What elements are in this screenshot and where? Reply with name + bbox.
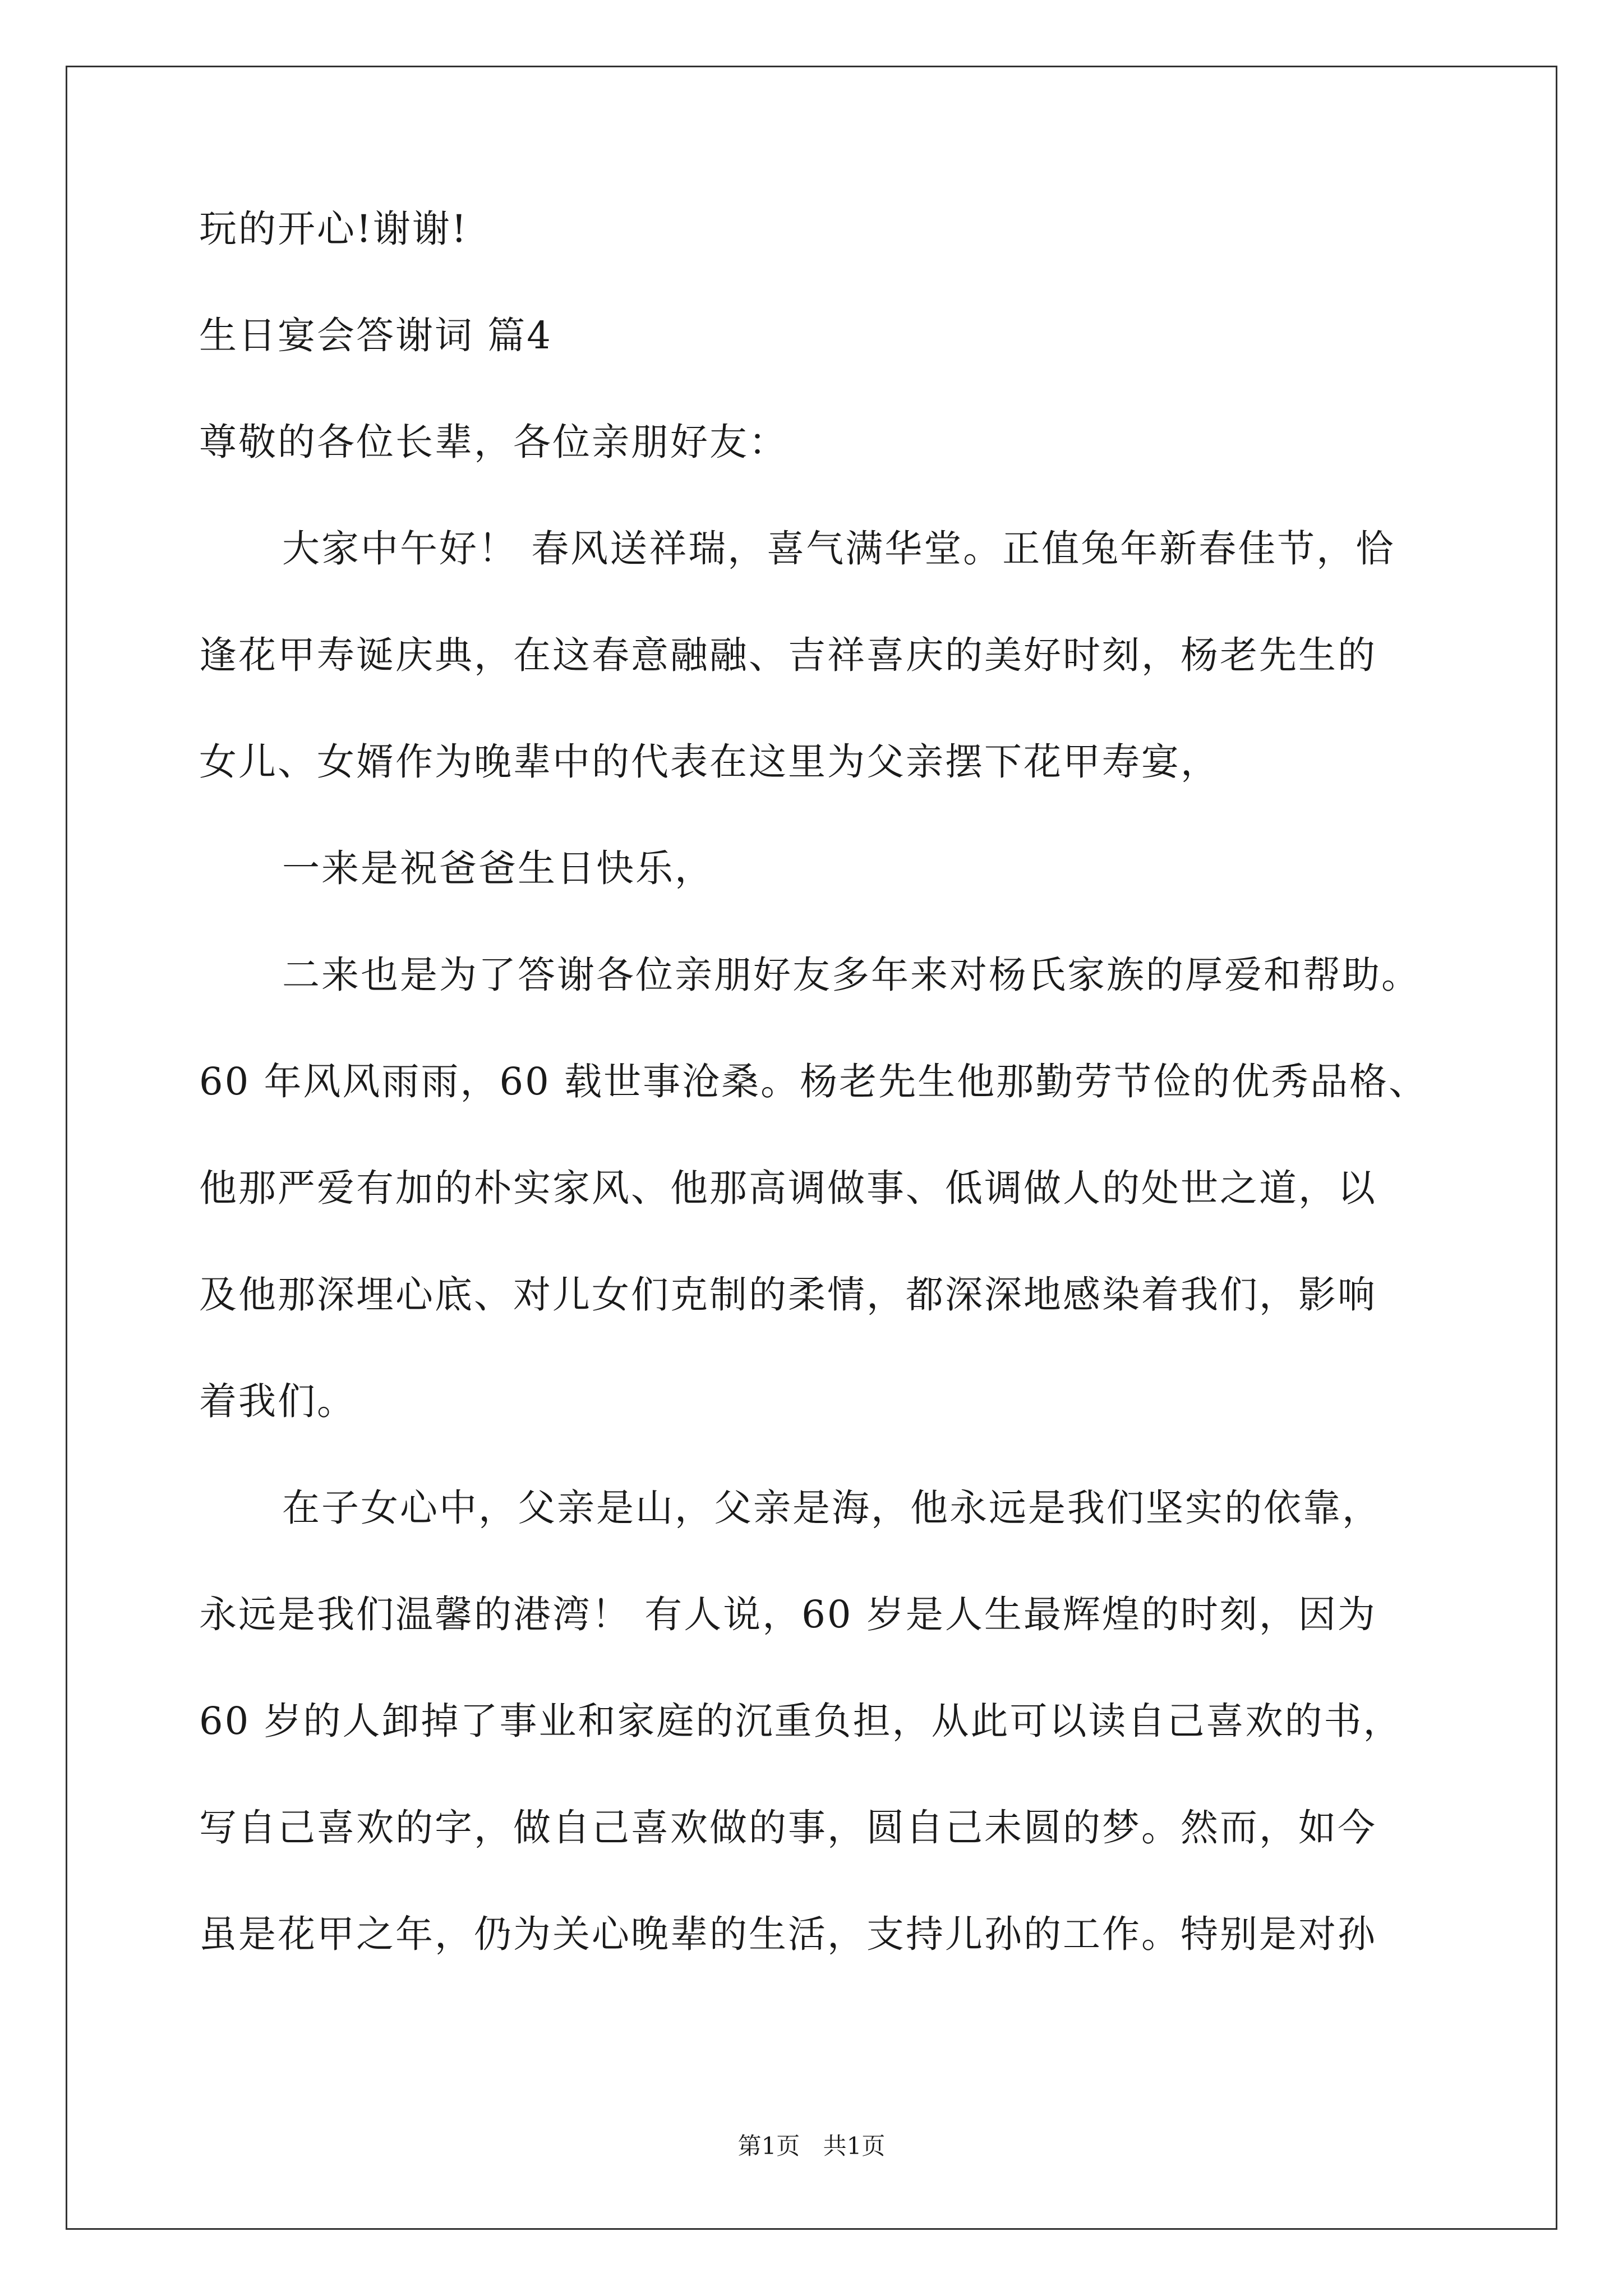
text-line: 着我们。 bbox=[199, 1379, 356, 1423]
text-line: 逢花甲寿诞庆典，在这春意融融、吉祥喜庆的美好时刻，杨老先生的 bbox=[199, 633, 1377, 677]
text-line: 虽是花甲之年，仍为关心晚辈的生活，支持儿孙的工作。特别是对孙 bbox=[199, 1912, 1377, 1956]
text-line: 60 岁的人卸掉了事业和家庭的沉重负担，从此可以读自己喜欢的书， bbox=[199, 1699, 1403, 1743]
text-line: 在子女心中，父亲是山，父亲是海，他永远是我们坚实的依靠， bbox=[282, 1486, 1381, 1530]
text-line: 他那严爱有加的朴实家风、他那高调做事、低调做人的处世之道，以 bbox=[199, 1166, 1377, 1210]
page-total: 共1页 bbox=[823, 2132, 886, 2160]
text-line: 及他那深埋心底、对儿女们克制的柔情，都深深地感染着我们，影响 bbox=[199, 1273, 1377, 1317]
salutation: 尊敬的各位长辈，各位亲朋好友： bbox=[199, 420, 788, 464]
text-line: 写自己喜欢的字，做自己喜欢做的事，圆自己未圆的梦。然而，如今 bbox=[199, 1806, 1377, 1849]
section-heading: 生日宴会答谢词 篇4 bbox=[199, 314, 552, 357]
page-border bbox=[66, 66, 1557, 2230]
text-line: 女儿、女婿作为晚辈中的代表在这里为父亲摆下花甲寿宴， bbox=[199, 740, 1220, 784]
text-line: 一来是祝爸爸生日快乐， bbox=[282, 846, 714, 890]
text-line: 玩的开心!谢谢! bbox=[199, 207, 468, 251]
page-number: 第1页 bbox=[737, 2132, 800, 2160]
text-line: 永远是我们温馨的港湾！ 有人说，60 岁是人生最辉煌的时刻，因为 bbox=[199, 1593, 1377, 1636]
text-line: 大家中午好！ 春风送祥瑞，喜气满华堂。正值兔年新春佳节，恰 bbox=[282, 527, 1395, 570]
text-line: 二来也是为了答谢各位亲朋好友多年来对杨氏家族的厚爱和帮助。 bbox=[282, 953, 1421, 997]
page-footer bbox=[0, 2134, 1623, 2158]
text-line: 60 年风风雨雨，60 载世事沧桑。杨老先生他那勤劳节俭的优秀品格、 bbox=[199, 1060, 1428, 1103]
